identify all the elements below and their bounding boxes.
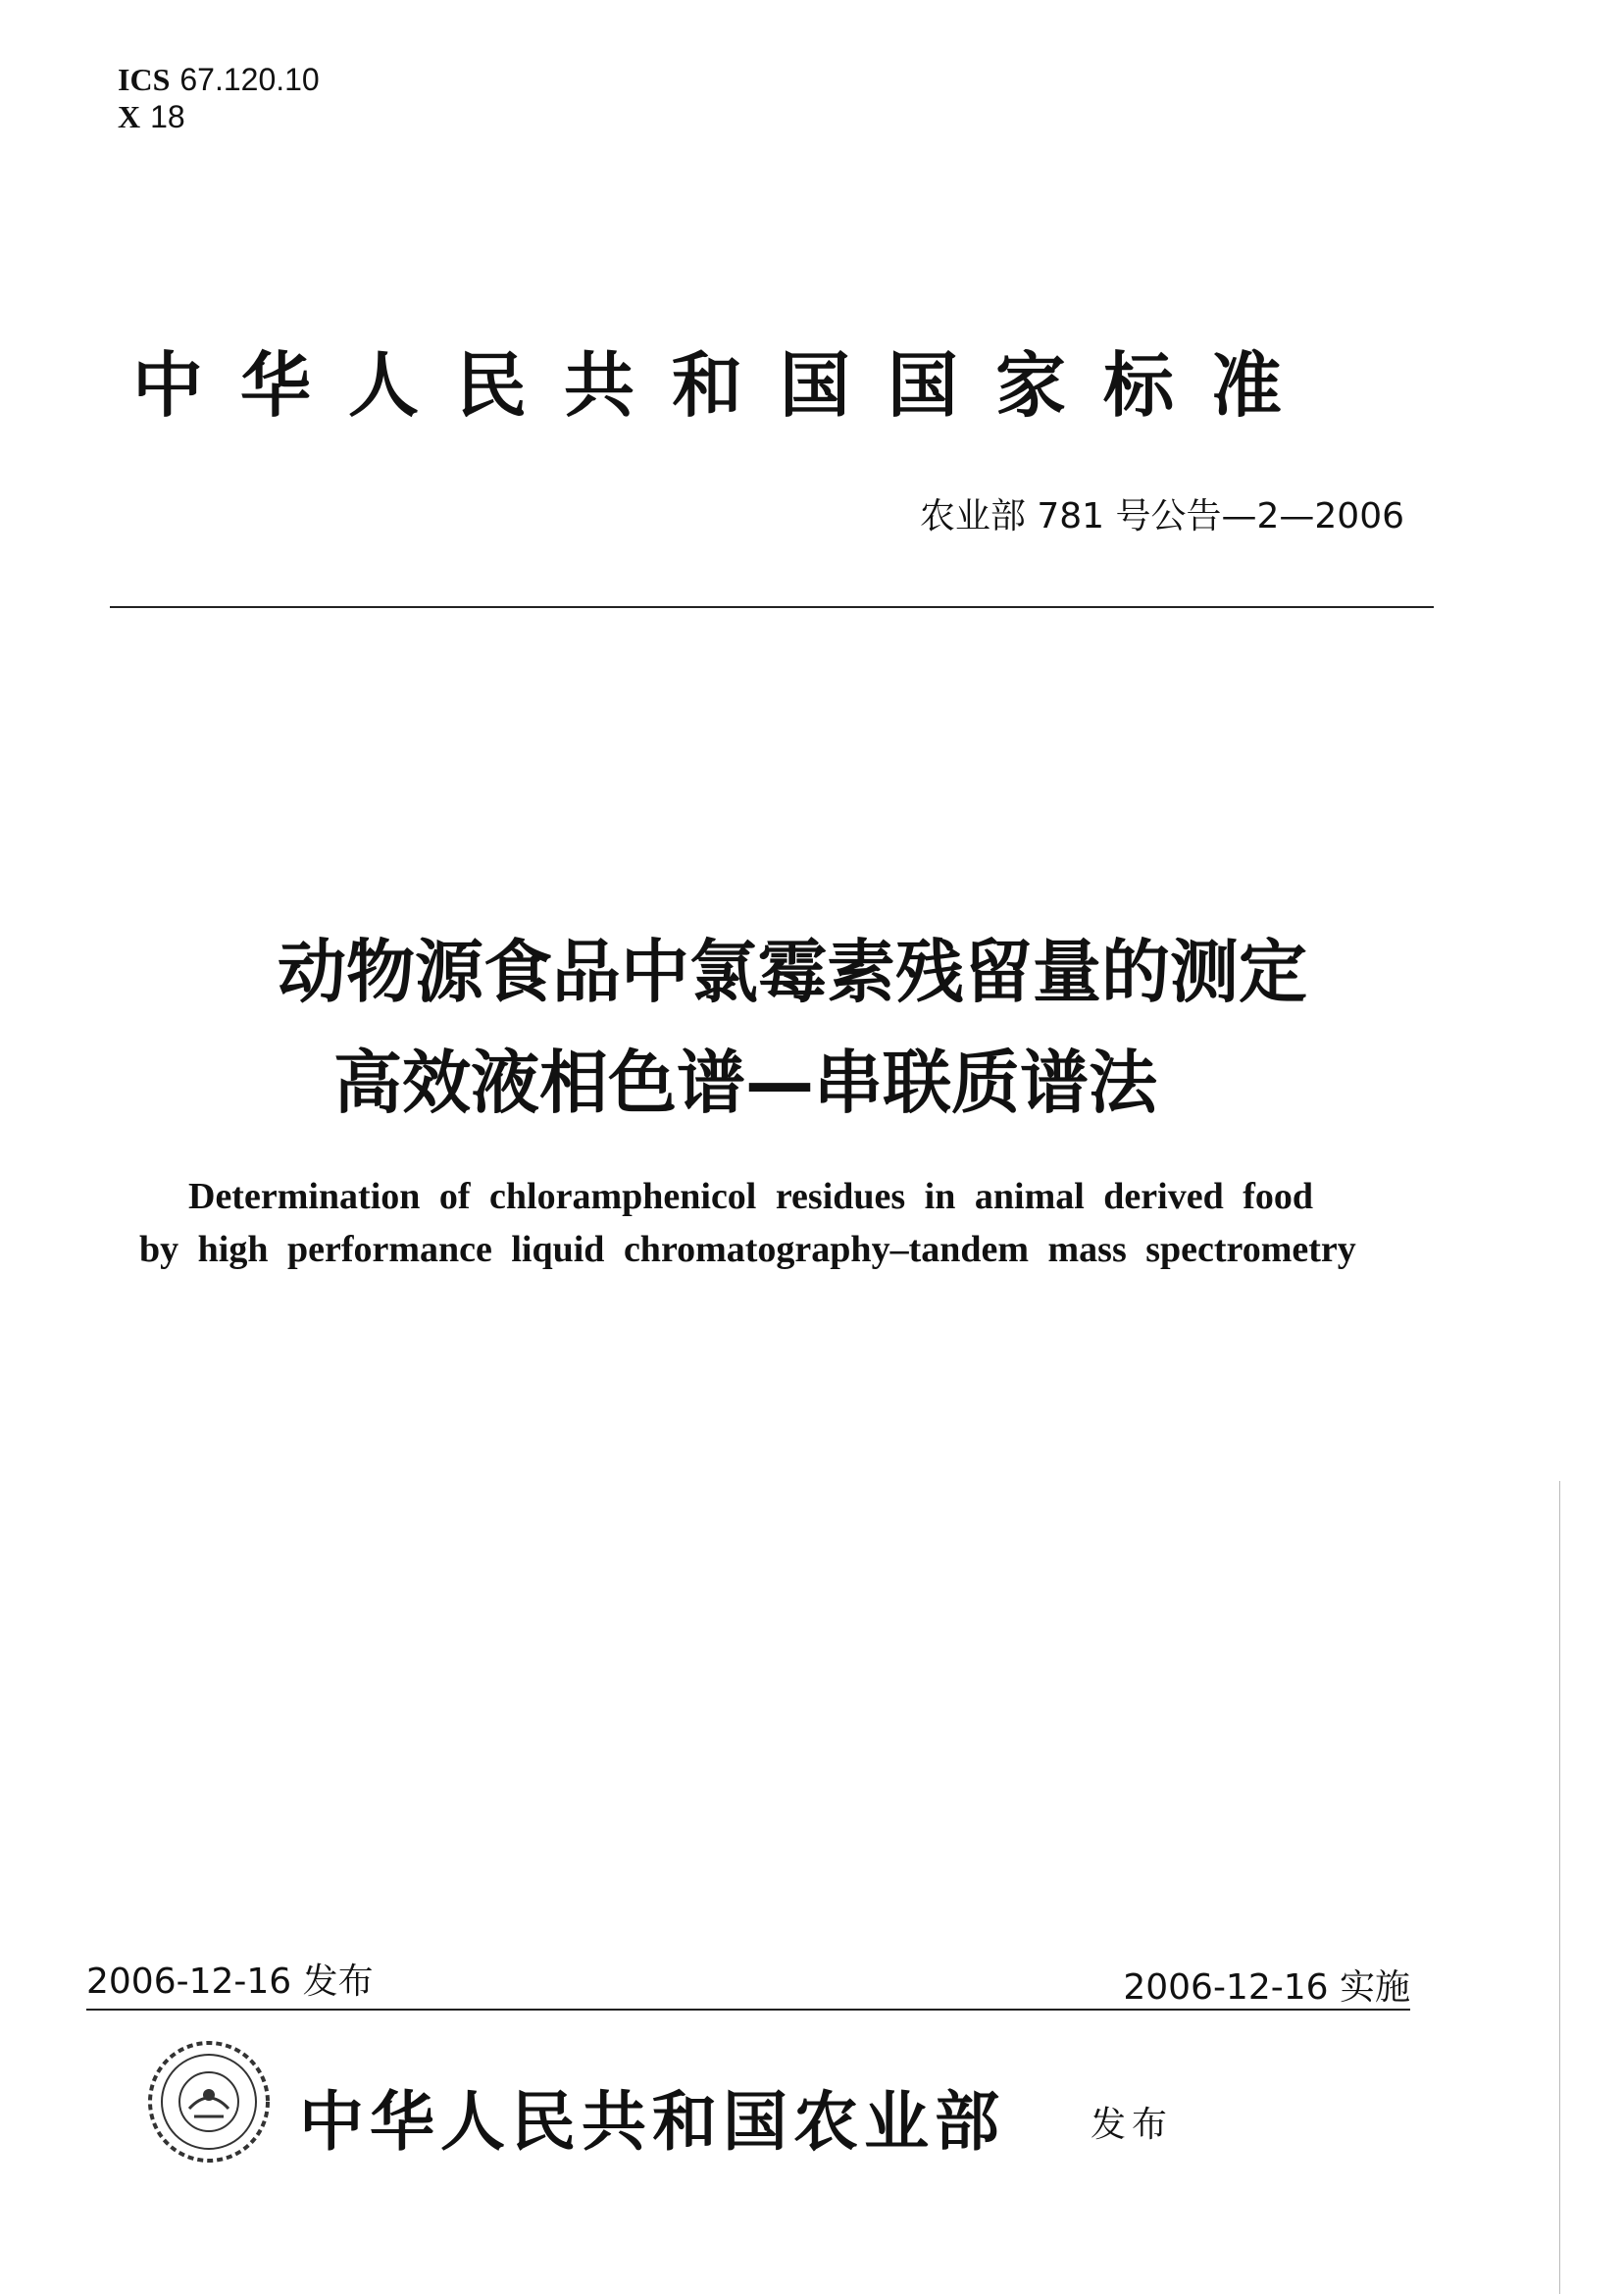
issue-date: 2006-12-16 发布 [86,1962,374,2002]
effective-date: 2006-12-16 实施 [1123,1967,1410,2008]
top-divider [110,606,1434,608]
bottom-divider [86,2009,1410,2011]
title-en-line2: by high performance liquid chromatography–tandem mass spectrometry [139,1229,1356,1270]
issuer-name: 中华人民共和国农业部 [299,2083,1005,2160]
title-cn-line2: 高效液相色谱—串联质谱法 [333,1043,1157,1123]
title-en-line1: Determination of chloramphenicol residues in animal derived food [188,1176,1313,1217]
ics-code: 67.120.10 [179,62,320,97]
classification-codes [118,61,320,135]
class-label: X [118,99,141,134]
ics-row [118,61,320,98]
ics-label: ICS [118,62,171,97]
class-row [118,98,320,135]
issuer-action: 发布 [1091,2105,1174,2145]
standard-title: 中华人民共和国国家标准 [132,344,1320,427]
title-cn-line1: 动物源食品中氯霉素残留量的测定 [278,932,1307,1012]
standard-number: 农业部 781 号公告—2—2006 [919,496,1404,536]
class-code: 18 [150,99,185,134]
ministry-seal-icon [145,2038,273,2166]
scan-edge-line [1559,1481,1560,2294]
